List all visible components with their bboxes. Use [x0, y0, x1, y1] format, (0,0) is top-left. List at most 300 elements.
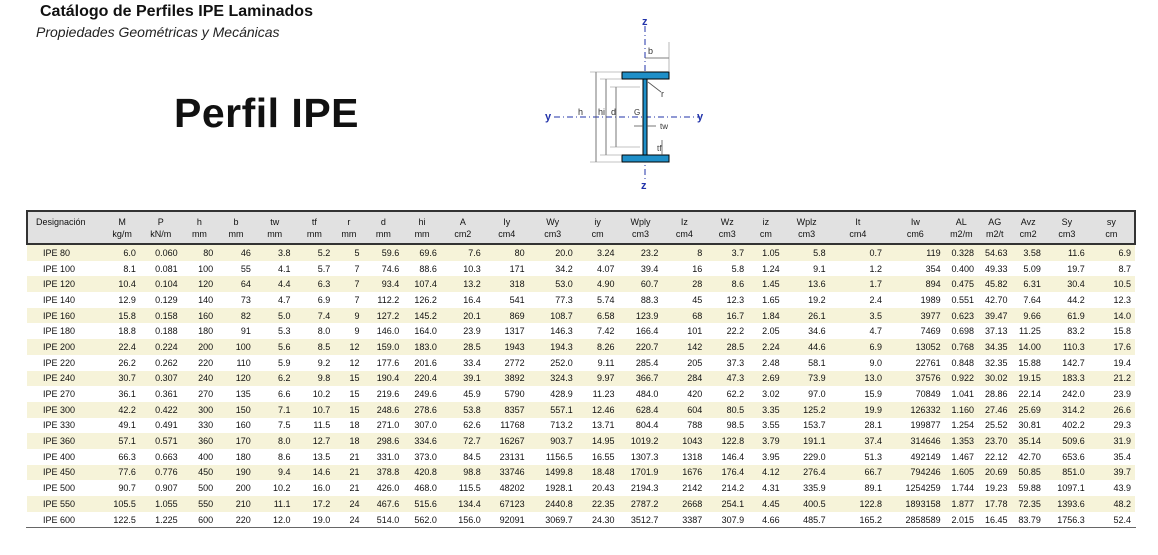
value-cell: 77.6 — [118, 467, 136, 478]
value-cell: 37.3 — [726, 357, 745, 368]
value-cell: 60.7 — [640, 279, 659, 290]
value-cell: 28.86 — [984, 389, 1008, 400]
value-cell: 0.7 — [869, 247, 883, 258]
value-cell: 183.3 — [1062, 373, 1085, 384]
value-cell: 5.2 — [317, 247, 331, 258]
value-cell: 146.3 — [550, 326, 573, 337]
table-row — [27, 261, 1135, 277]
y-right-label: y — [697, 111, 704, 123]
value-cell: 21.2 — [1113, 373, 1131, 384]
value-cell: 360 — [198, 436, 214, 447]
column-unit: m2/t — [985, 229, 1004, 239]
value-cell: 3977 — [920, 310, 941, 321]
value-cell: 72.7 — [463, 436, 481, 447]
column-unit: mm — [306, 229, 322, 239]
value-cell: 105.5 — [113, 498, 136, 509]
value-cell: 903.7 — [550, 436, 573, 447]
value-cell: 34.6 — [808, 326, 826, 337]
value-cell: 120 — [198, 279, 214, 290]
value-cell: 127.2 — [376, 310, 400, 321]
value-cell: 51.3 — [864, 451, 883, 462]
value-cell: 3.8 — [278, 247, 291, 258]
value-cell: 7.5 — [278, 420, 291, 431]
value-cell: 1676 — [682, 467, 703, 478]
value-cell: 23.9 — [463, 326, 481, 337]
value-cell: 788 — [687, 420, 703, 431]
value-cell: 354 — [925, 263, 941, 274]
value-cell: 1499.8 — [545, 467, 573, 478]
column-header — [748, 211, 784, 244]
value-cell: 42.70 — [984, 294, 1008, 305]
value-cell: 378.8 — [376, 467, 400, 478]
value-cell: 468.0 — [414, 483, 437, 494]
value-cell: 19.4 — [1113, 357, 1131, 368]
value-cell: 1.225 — [155, 514, 178, 525]
designation-cell: IPE 80 — [43, 247, 71, 258]
value-cell: 125.2 — [803, 404, 826, 415]
column-name: r — [347, 217, 351, 227]
value-cell: 0.081 — [155, 263, 178, 274]
value-cell: 19.9 — [864, 404, 883, 415]
value-cell: 604 — [687, 404, 703, 415]
value-cell: 28 — [692, 279, 703, 290]
value-cell: 324.3 — [550, 373, 573, 384]
value-cell: 26.1 — [808, 310, 826, 321]
value-cell: 2772 — [504, 357, 525, 368]
value-cell: 13.5 — [312, 451, 331, 462]
value-cell: 5.74 — [597, 294, 615, 305]
value-cell: 59.6 — [381, 247, 400, 258]
value-cell: 22.2 — [726, 326, 745, 337]
value-cell: 15 — [349, 373, 360, 384]
designation-cell: IPE 200 — [43, 341, 76, 352]
value-cell: 11.25 — [1019, 326, 1041, 337]
value-cell: 0.768 — [951, 341, 975, 352]
value-cell: 159.0 — [376, 341, 400, 352]
value-cell: 653.6 — [1062, 451, 1085, 462]
value-cell: 373.0 — [414, 451, 437, 462]
value-cell: 5.3 — [278, 326, 291, 337]
value-cell: 0.698 — [951, 326, 975, 337]
value-cell: 31.9 — [1113, 436, 1131, 447]
value-cell: 4.7 — [869, 326, 883, 337]
designation-cell: IPE 300 — [43, 404, 76, 415]
column-header — [255, 211, 295, 244]
value-cell: 4.45 — [762, 498, 780, 509]
value-cell: 126332 — [910, 404, 941, 415]
value-cell: 5 — [354, 247, 360, 258]
designation-cell: IPE 270 — [43, 389, 76, 400]
value-cell: 4.07 — [597, 263, 615, 274]
value-cell: 190.4 — [376, 373, 400, 384]
value-cell: 509.6 — [1062, 436, 1085, 447]
value-cell: 220.7 — [635, 341, 659, 352]
table-row — [27, 308, 1135, 324]
value-cell: 1.2 — [869, 263, 883, 274]
value-cell: 84.5 — [463, 451, 481, 462]
value-cell: 5.8 — [731, 263, 745, 274]
value-cell: 53.8 — [463, 404, 481, 415]
value-cell: 5.0 — [278, 310, 291, 321]
column-header — [945, 211, 978, 244]
value-cell: 13.71 — [592, 420, 615, 431]
column-header — [403, 211, 441, 244]
value-cell: 10.2 — [312, 389, 331, 400]
column-header — [577, 211, 619, 244]
value-cell: 11.1 — [273, 498, 291, 509]
value-cell: 0.158 — [155, 310, 178, 321]
value-cell: 1.24 — [762, 263, 780, 274]
designation-cell: IPE 140 — [43, 294, 76, 305]
value-cell: 28.5 — [726, 341, 745, 352]
value-cell: 26.6 — [1113, 404, 1131, 415]
value-cell: 467.6 — [376, 498, 400, 509]
value-cell: 335.9 — [803, 483, 826, 494]
value-cell: 1393.6 — [1057, 498, 1085, 509]
value-cell: 9.4 — [278, 467, 291, 478]
value-cell: 210 — [235, 498, 251, 509]
column-unit: cm3 — [1058, 229, 1076, 239]
table-row — [27, 512, 1135, 528]
value-cell: 1019.2 — [630, 436, 659, 447]
value-cell: 11.6 — [1067, 247, 1085, 258]
value-cell: 98.5 — [726, 420, 745, 431]
value-cell: 16267 — [499, 436, 525, 447]
value-cell: 22.4 — [118, 341, 136, 352]
value-cell: 20.69 — [984, 467, 1008, 478]
value-cell: 12 — [349, 357, 360, 368]
column-unit: cm4 — [498, 229, 516, 239]
designation-cell: IPE 120 — [43, 279, 76, 290]
value-cell: 0.475 — [951, 279, 975, 290]
column-unit: m2/m — [950, 229, 973, 239]
value-cell: 1.877 — [951, 498, 975, 509]
column-header — [784, 211, 830, 244]
value-cell: 5.9 — [278, 357, 291, 368]
value-cell: 191.1 — [803, 436, 826, 447]
value-cell: 2142 — [682, 483, 703, 494]
value-cell: 6.9 — [317, 294, 331, 305]
value-cell: 57.1 — [118, 436, 136, 447]
value-cell: 6.2 — [278, 373, 291, 384]
value-cell: 1893158 — [905, 498, 941, 509]
table-row — [27, 402, 1135, 418]
value-cell: 160 — [198, 310, 214, 321]
column-name: Avz — [1020, 217, 1036, 227]
value-cell: 8.0 — [278, 436, 291, 447]
value-cell: 1.65 — [762, 294, 780, 305]
value-cell: 22.35 — [592, 498, 615, 509]
value-cell: 48202 — [499, 483, 525, 494]
column-header — [706, 211, 748, 244]
value-cell: 420.8 — [414, 467, 437, 478]
bottom-flange — [622, 155, 669, 162]
value-cell: 7469 — [920, 326, 941, 337]
value-cell: 73 — [240, 294, 251, 305]
value-cell: 314646 — [910, 436, 941, 447]
tf-label: tf — [657, 144, 662, 153]
g-label: G — [634, 108, 641, 117]
profile-title: Perfil IPE — [174, 90, 360, 136]
value-cell: 29.3 — [1113, 420, 1131, 431]
z-top-label: z — [642, 16, 648, 28]
column-header — [1045, 211, 1089, 244]
value-cell: 0.262 — [155, 357, 178, 368]
value-cell: 119 — [926, 247, 941, 258]
value-cell: 276.4 — [803, 467, 826, 478]
designation-cell: IPE 180 — [43, 326, 76, 337]
value-cell: 2.48 — [762, 357, 780, 368]
value-cell: 19.15 — [1018, 373, 1041, 384]
value-cell: 73.9 — [808, 373, 826, 384]
value-cell: 90.7 — [118, 483, 136, 494]
column-header — [886, 211, 945, 244]
value-cell: 4.1 — [278, 263, 291, 274]
value-cell: 1701.9 — [630, 467, 659, 478]
value-cell: 3.79 — [762, 436, 780, 447]
value-cell: 541 — [509, 294, 525, 305]
value-cell: 110.3 — [1062, 341, 1085, 352]
column-unit: cm3 — [631, 229, 649, 239]
column-unit: mm — [375, 229, 391, 239]
value-cell: 164.0 — [414, 326, 437, 337]
value-cell: 2787.2 — [630, 498, 659, 509]
value-cell: 500 — [198, 483, 214, 494]
value-cell: 1989 — [920, 294, 941, 305]
value-cell: 153.7 — [803, 420, 826, 431]
tw-label: tw — [660, 122, 668, 131]
value-cell: 0.922 — [951, 373, 975, 384]
value-cell: 8.26 — [597, 341, 615, 352]
value-cell: 334.6 — [414, 436, 437, 447]
ipe-section-diagram — [540, 12, 720, 192]
value-cell: 2.24 — [762, 341, 780, 352]
column-name: P — [157, 217, 164, 227]
value-cell: 27.46 — [984, 404, 1008, 415]
value-cell: 0.776 — [155, 467, 178, 478]
z-bottom-label: z — [641, 180, 647, 192]
value-cell: 18.8 — [118, 326, 136, 337]
value-cell: 190 — [235, 467, 251, 478]
value-cell: 19.23 — [984, 483, 1008, 494]
value-cell: 2440.8 — [545, 498, 573, 509]
value-cell: 9 — [354, 326, 360, 337]
column-header — [529, 211, 577, 244]
value-cell: 15 — [349, 404, 360, 415]
value-cell: 284 — [687, 373, 703, 384]
column-unit: cm2 — [454, 229, 472, 239]
value-cell: 26.2 — [118, 357, 136, 368]
value-cell: 4.31 — [762, 483, 780, 494]
table-row — [27, 449, 1135, 465]
value-cell: 13.6 — [808, 279, 826, 290]
column-header — [364, 211, 404, 244]
column-header — [217, 211, 255, 244]
value-cell: 10.3 — [463, 263, 481, 274]
value-cell: 39.4 — [640, 263, 659, 274]
column-unit: cm3 — [718, 229, 736, 239]
value-cell: 402.2 — [1062, 420, 1085, 431]
column-header — [334, 211, 363, 244]
value-cell: 484.0 — [635, 389, 659, 400]
value-cell: 562.0 — [414, 514, 437, 525]
value-cell: 9.8 — [317, 373, 331, 384]
value-cell: 14.00 — [1018, 341, 1041, 352]
column-unit: mm — [341, 229, 357, 239]
value-cell: 16.7 — [726, 310, 745, 321]
column-unit: cm4 — [849, 229, 867, 239]
value-cell: 1307.3 — [630, 451, 659, 462]
value-cell: 64 — [240, 279, 251, 290]
value-cell: 16 — [692, 263, 703, 274]
value-cell: 115.5 — [458, 483, 481, 494]
column-unit: mm — [267, 229, 283, 239]
value-cell: 68 — [692, 310, 703, 321]
value-cell: 37576 — [915, 373, 941, 384]
value-cell: 92091 — [499, 514, 525, 525]
designation-cell: IPE 550 — [43, 498, 76, 509]
value-cell: 47.3 — [726, 373, 745, 384]
value-cell: 220 — [198, 357, 214, 368]
table-row — [27, 465, 1135, 481]
value-cell: 0.188 — [155, 326, 178, 337]
value-cell: 307.9 — [721, 514, 745, 525]
value-cell: 5.6 — [278, 341, 291, 352]
value-cell: 0.328 — [951, 247, 975, 258]
value-cell: 14.0 — [1113, 310, 1131, 321]
value-cell: 6.31 — [1023, 279, 1041, 290]
column-name: iy — [594, 217, 601, 227]
value-cell: 24 — [349, 514, 360, 525]
column-name: d — [380, 217, 386, 227]
value-cell: 23131 — [499, 451, 525, 462]
value-cell: 0.307 — [155, 373, 178, 384]
designation-cell: IPE 400 — [43, 451, 76, 462]
value-cell: 1928.1 — [545, 483, 573, 494]
value-cell: 485.7 — [803, 514, 826, 525]
value-cell: 39.1 — [463, 373, 481, 384]
column-unit: cm — [591, 229, 604, 239]
column-name: Sy — [1061, 217, 1073, 227]
value-cell: 110 — [236, 357, 251, 368]
value-cell: 420 — [687, 389, 703, 400]
value-cell: 3892 — [504, 373, 525, 384]
value-cell: 24.30 — [592, 514, 615, 525]
value-cell: 252.0 — [550, 357, 573, 368]
value-cell: 30.02 — [984, 373, 1008, 384]
value-cell: 88.3 — [640, 294, 659, 305]
value-cell: 176.4 — [721, 467, 745, 478]
value-cell: 2.4 — [869, 294, 883, 305]
value-cell: 21 — [349, 483, 360, 494]
column-name: iz — [762, 217, 770, 227]
value-cell: 91 — [240, 326, 251, 337]
column-header — [441, 211, 485, 244]
value-cell: 13.2 — [463, 279, 481, 290]
value-cell: 17.6 — [1113, 341, 1131, 352]
value-cell: 98.8 — [463, 467, 481, 478]
value-cell: 4.66 — [762, 514, 780, 525]
h-label: h — [578, 107, 584, 117]
value-cell: 3069.7 — [545, 514, 573, 525]
value-cell: 156.0 — [458, 514, 481, 525]
value-cell: 200 — [198, 341, 214, 352]
column-name: It — [855, 217, 861, 227]
table-row — [27, 418, 1135, 434]
column-unit: kg/m — [112, 229, 132, 239]
value-cell: 794246 — [910, 467, 941, 478]
value-cell: 0.361 — [155, 389, 178, 400]
value-cell: 30.4 — [1067, 279, 1085, 290]
value-cell: 24 — [349, 498, 360, 509]
value-cell: 122.5 — [113, 514, 136, 525]
value-cell: 3387 — [682, 514, 703, 525]
value-cell: 270 — [198, 389, 214, 400]
column-name: Wplz — [796, 217, 817, 227]
catalog-title: Catálogo de Perfiles IPE Laminados — [40, 3, 313, 20]
value-cell: 1318 — [682, 451, 703, 462]
value-cell: 331.0 — [376, 451, 400, 462]
value-cell: 101 — [687, 326, 703, 337]
value-cell: 7.1 — [278, 404, 291, 415]
value-cell: 330 — [198, 420, 214, 431]
value-cell: 194.3 — [550, 341, 573, 352]
value-cell: 3.24 — [597, 247, 615, 258]
value-cell: 0.663 — [155, 451, 178, 462]
value-cell: 180 — [198, 326, 214, 337]
column-header — [485, 211, 529, 244]
value-cell: 7 — [354, 263, 360, 274]
value-cell: 142 — [687, 341, 703, 352]
value-cell: 400.5 — [803, 498, 826, 509]
web — [643, 79, 647, 155]
value-cell: 74.6 — [381, 263, 400, 274]
column-name: hi — [418, 217, 426, 227]
value-cell: 7 — [354, 294, 360, 305]
value-cell: 17.78 — [984, 498, 1008, 509]
value-cell: 30.81 — [1018, 420, 1041, 431]
value-cell: 35.4 — [1113, 451, 1131, 462]
value-cell: 134.4 — [458, 498, 481, 509]
value-cell: 7.64 — [1023, 294, 1041, 305]
value-cell: 4.7 — [278, 294, 291, 305]
column-name: Iw — [910, 217, 920, 227]
column-name: Wz — [720, 217, 734, 227]
value-cell: 851.0 — [1062, 467, 1085, 478]
value-cell: 4.90 — [597, 279, 615, 290]
value-cell: 13.0 — [864, 373, 883, 384]
column-name: Designación — [36, 217, 86, 227]
value-cell: 7.42 — [597, 326, 615, 337]
value-cell: 52.4 — [1113, 514, 1131, 525]
value-cell: 249.6 — [414, 389, 437, 400]
value-cell: 205 — [687, 357, 703, 368]
column-name: M — [118, 217, 126, 227]
column-unit: mm — [228, 229, 244, 239]
value-cell: 12.3 — [1113, 294, 1131, 305]
value-cell: 21 — [349, 467, 360, 478]
value-cell: 166.4 — [635, 326, 659, 337]
value-cell: 12.7 — [312, 436, 331, 447]
value-cell: 869 — [509, 310, 525, 321]
value-cell: 25.52 — [984, 420, 1008, 431]
value-cell: 713.2 — [550, 420, 573, 431]
value-cell: 894 — [925, 279, 941, 290]
value-cell: 9 — [354, 310, 360, 321]
value-cell: 229.0 — [803, 451, 826, 462]
value-cell: 1.45 — [762, 279, 780, 290]
designation-cell: IPE 160 — [43, 310, 76, 321]
